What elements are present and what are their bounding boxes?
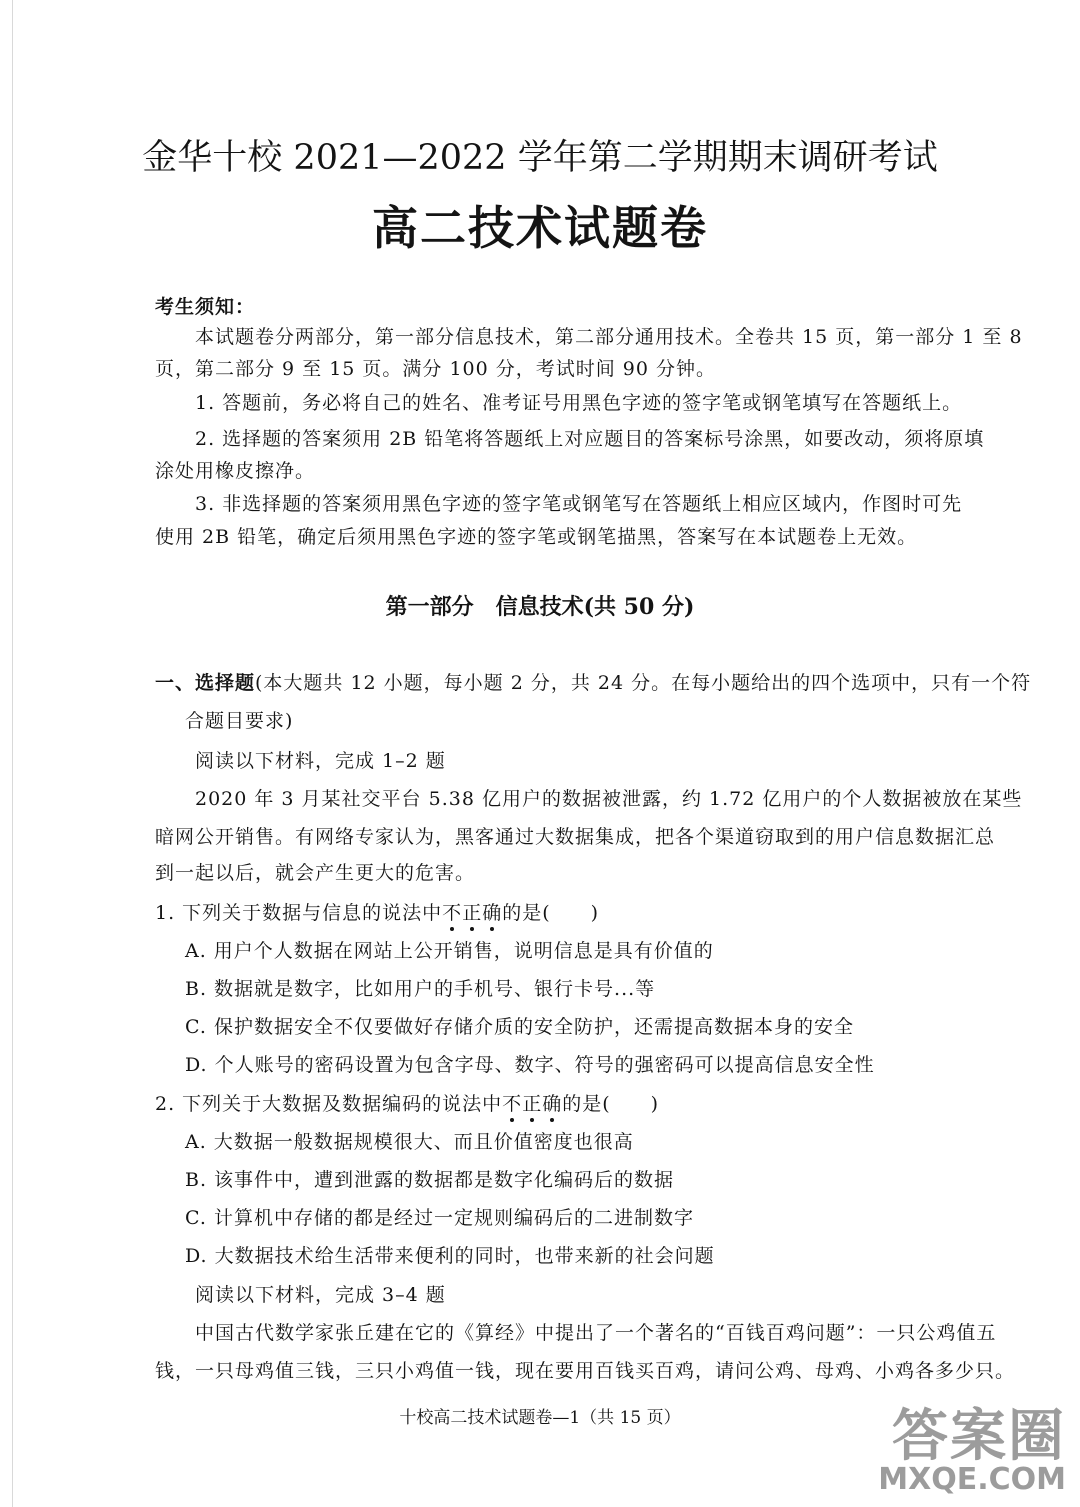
q2-option-b: B. 该事件中，遭到泄露的数据都是数字化编码后的数据 [185,1169,675,1191]
part1-heading-line2: 合题目要求) [185,710,294,732]
paper-title: 高二技术试题卷 [372,201,708,255]
q2-emphasis-1: 不 [502,1089,522,1116]
page-footer: 十校高二技术试题卷—1（共 15 页） [399,1408,681,1428]
section-title: 第一部分 信息技术(共 50 分) [385,594,695,620]
q1-stem-suffix: 的是( ) [502,902,600,924]
q2-stem-suffix: 的是( ) [562,1093,660,1115]
part1-heading-rest: (本大题共 12 小题，每小题 2 分，共 24 分。在每小题给出的四个选项中，只有一个符 [255,672,1032,694]
watermark-url: MXQE.COM [878,1462,1066,1497]
notice-item-3-line2: 使用 2B 铅笔，确定后须用黑色字迹的签字笔或钢笔描黑，答案写在本试题卷上无效。 [155,526,918,548]
q1-emphasis-2: 正 [462,898,482,925]
material-1-line2: 暗网公开销售。有网络专家认为，黑客通过大数据集成，把各个渠道窃取到的用户信息数据汇总 [155,826,996,848]
site-watermark [851,1392,1066,1497]
notice-item-2-line2: 涂处用橡皮擦净。 [155,460,316,482]
material-2-line1: 中国古代数学家张丘建在它的《算经》中提出了一个著名的“百钱百鸡问题”：一只公鸡值五 [195,1322,997,1344]
watermark-logo-text: 答案圈 [892,1404,1066,1469]
q1-option-b: B. 数据就是数字，比如用户的手机号、银行卡号...等 [185,978,656,1000]
notice-intro-line2: 页，第二部分 9 至 15 页。满分 100 分，考试时间 90 分钟。 [155,358,717,380]
material-1-line1: 2020 年 3 月某社交平台 5.38 亿用户的数据被泄露，约 1.72 亿用户的个人数据被放在某些 [195,788,1023,810]
q1-emphasis-3: 确 [482,898,502,925]
q2-stem-prefix: 2. 下列关于大数据及数据编码的说法中 [155,1093,503,1115]
material-2-line2: 钱，一只母鸡值三钱，三只小鸡值一钱，现在要用百钱买百鸡，请问公鸡、母鸡、小鸡各多少只。 [155,1360,1016,1382]
notice-intro-line1: 本试题卷分两部分，第一部分信息技术，第二部分通用技术。全卷共 15 页，第一部分 1 至 8 [195,326,1023,348]
q2-emphasis-2: 正 [522,1089,542,1116]
q2-option-c: C. 计算机中存储的都是经过一定规则编码后的二进制数字 [185,1207,694,1229]
notice-item-3-line1: 3. 非选择题的答案须用黑色字迹的签字笔或钢笔写在答题纸上相应区域内，作图时可先 [195,493,963,515]
q1-emphasis-1: 不 [442,898,462,925]
question-2-stem [155,1089,659,1116]
q1-option-d: D. 个人账号的密码设置为包含字母、数字、符号的强密码可以提高信息安全性 [185,1054,875,1076]
q2-option-d: D. 大数据技术给生活带来便利的同时，也带来新的社会问题 [185,1245,715,1267]
notice-item-1: 1. 答题前，务必将自己的姓名、准考证号用黑色字迹的签字笔或钢笔填写在答题纸上。 [195,392,963,414]
part1-heading-line1: 一、选择题(本大题共 12 小题，每小题 2 分，共 24 分。在每小题给出的四个选项中，只有一个符 [155,672,1032,694]
reading-prompt-2: 阅读以下材料，完成 3–4 题 [195,1284,446,1306]
q1-option-a: A. 用户个人数据在网站上公开销售，说明信息是具有价值的 [185,940,714,962]
q1-option-c: C. 保护数据安全不仅要做好存储介质的安全防护，还需提高数据本身的安全 [185,1016,854,1038]
q2-option-a: A. 大数据一般数据规模很大、而且价值密度也很高 [185,1131,634,1153]
reading-prompt-1: 阅读以下材料，完成 1–2 题 [195,750,446,772]
notice-item-2-line1: 2. 选择题的答案须用 2B 铅笔将答题纸上对应题目的答案标号涂黑，如要改动，须将原填 [195,428,985,450]
q1-stem-prefix: 1. 下列关于数据与信息的说法中 [155,902,443,924]
notice-heading: 考生须知： [155,296,256,318]
q2-emphasis-3: 确 [542,1089,562,1116]
question-1-stem [155,898,599,925]
material-1-line3: 到一起以后，就会产生更大的危害。 [155,862,476,884]
exam-title: 金华十校 2021—2022 学年第二学期期末调研考试 [142,138,938,178]
